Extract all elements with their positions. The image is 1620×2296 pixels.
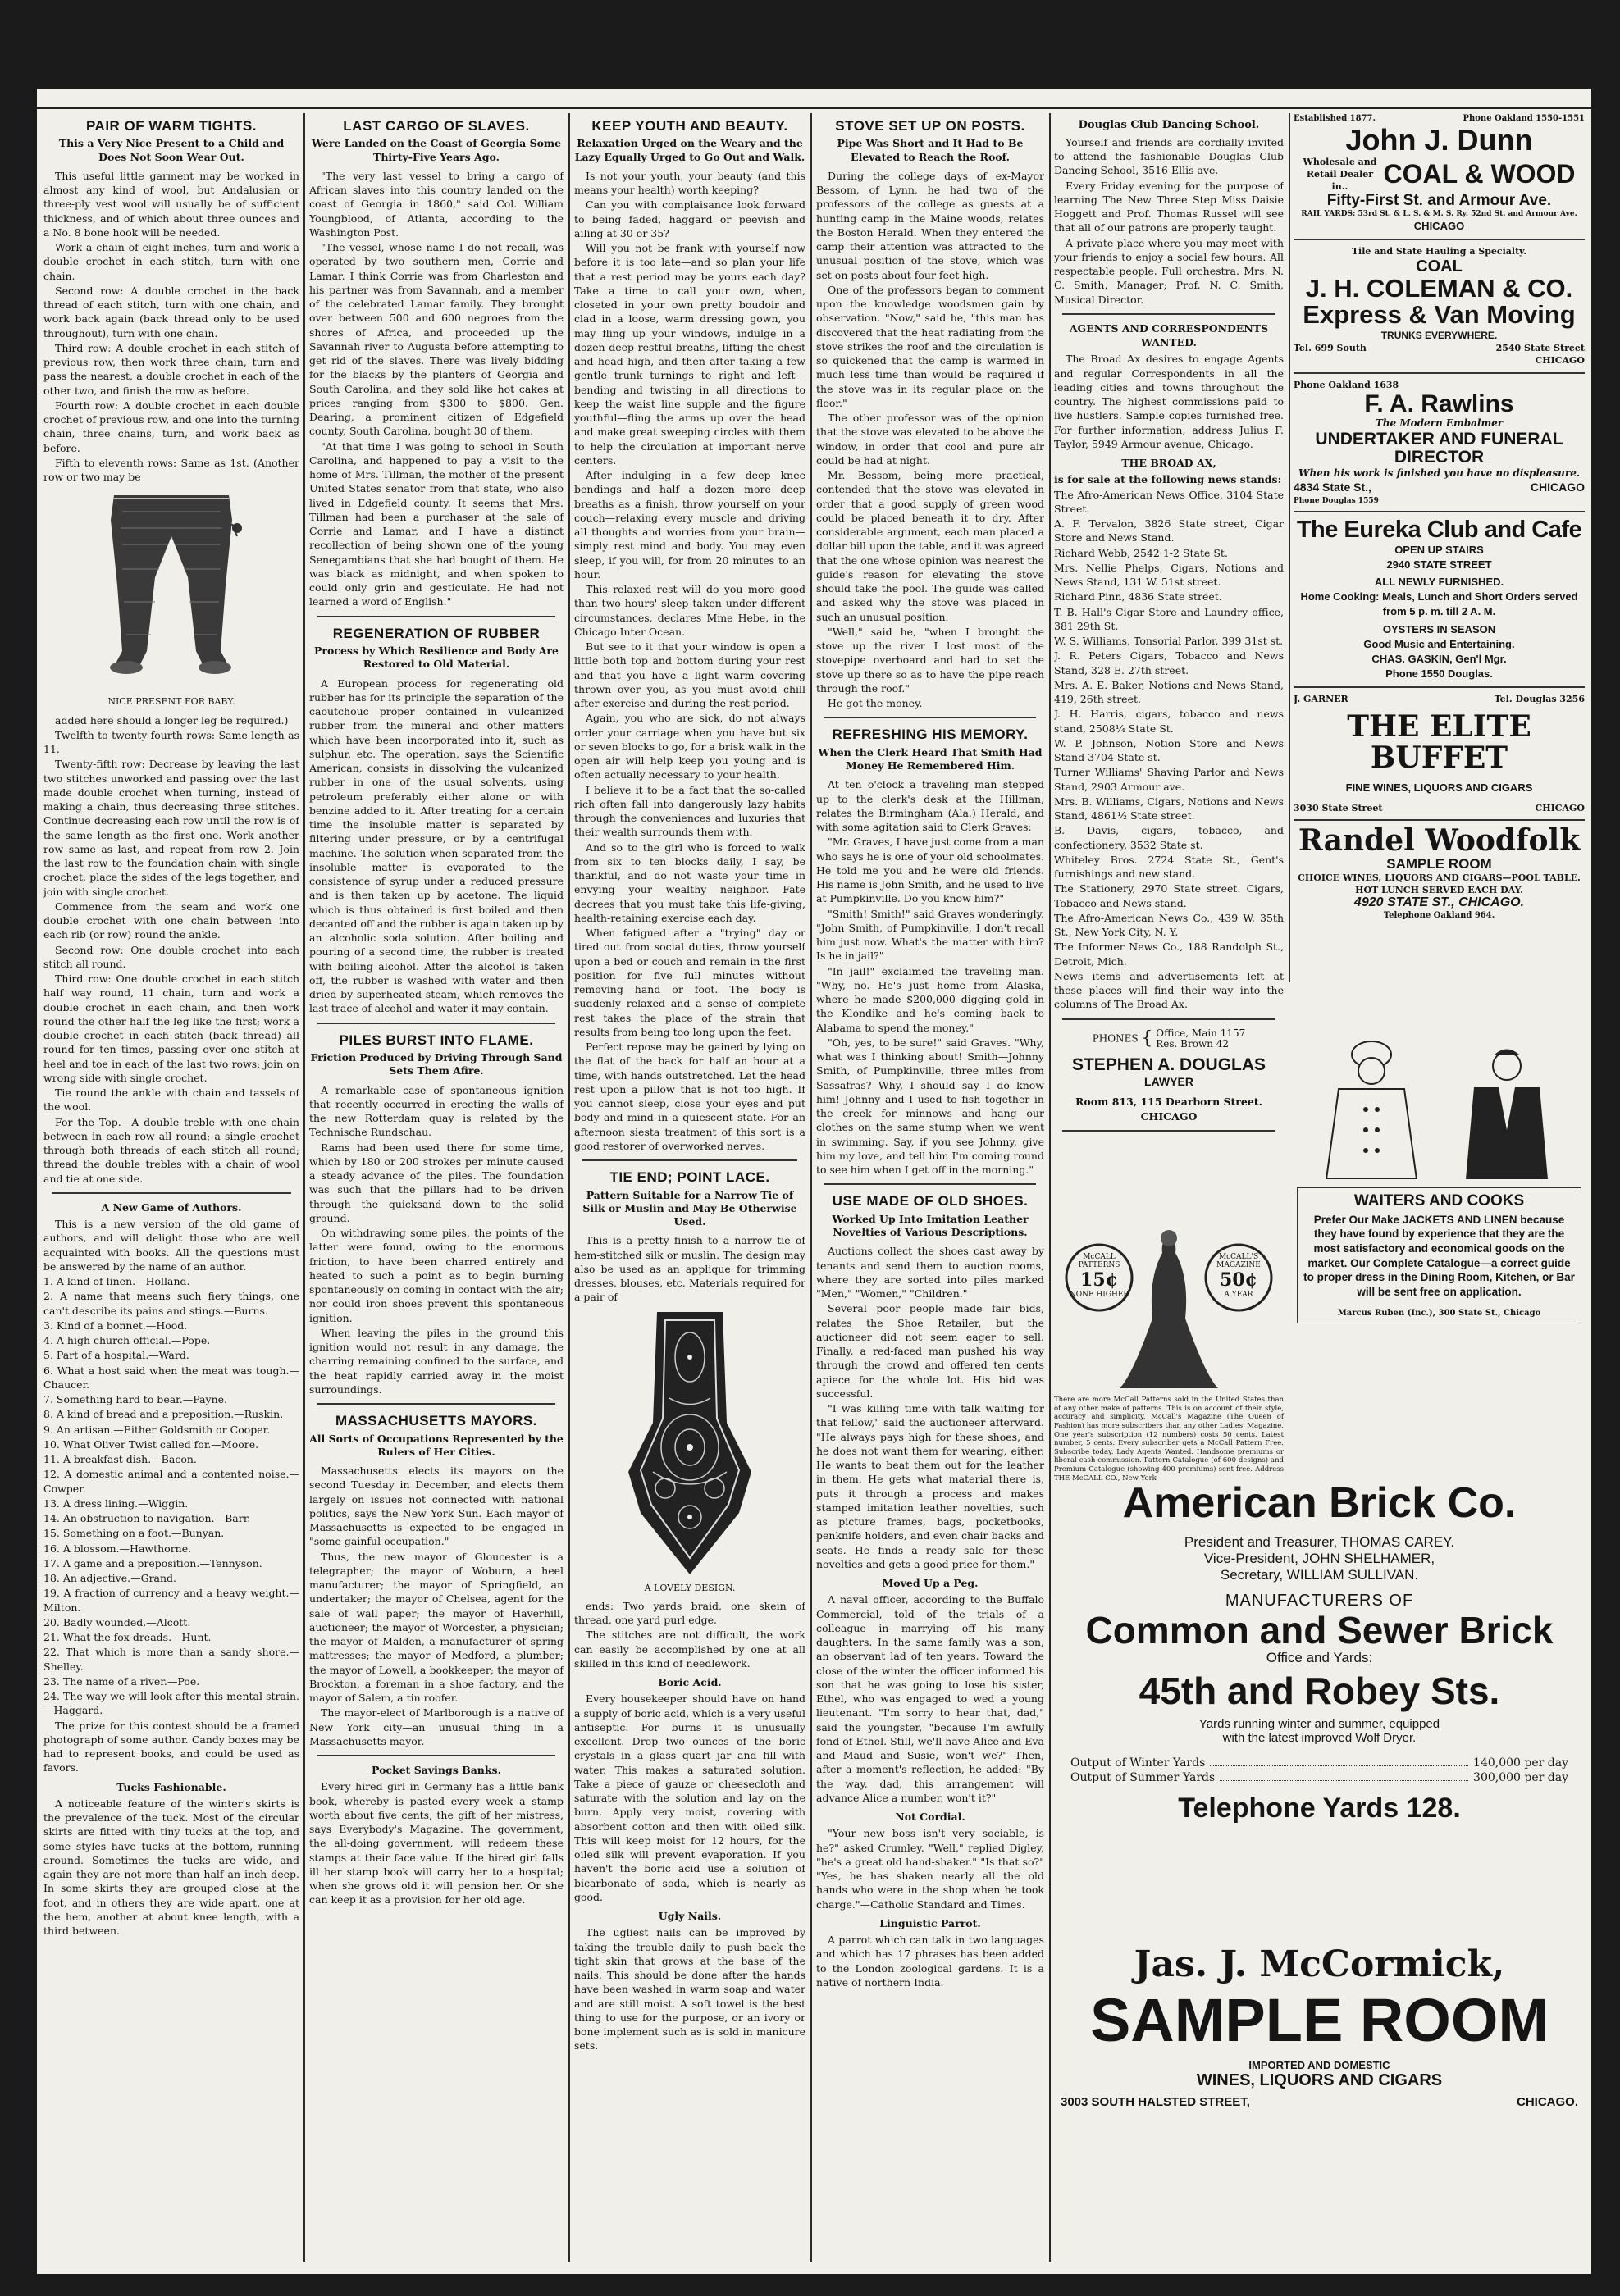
article-subtitle: Pattern Suitable for a Narrow Tie of Silk or Muslin and May Be Otherwise Used. — [582, 1188, 797, 1228]
paragraph: Fifth to eleventh rows: Same as 1st. (Another row or two may be — [43, 456, 299, 484]
paragraph: He got the money. — [828, 697, 923, 710]
game-item: 12. A domestic animal and a contented noise.—Cowper. — [43, 1468, 299, 1495]
game-item: 8. A kind of bread and a preposition.—Ruskin. — [43, 1408, 284, 1421]
divider — [582, 1159, 797, 1161]
paragraph: And so to the girl who is forced to walk from six to ten blocks daily, I say, be thankful, and do not waste your time in envying your wealthy neighbor. Fate decrees that you must take this life-giving, health-retaining exercise each day. — [574, 840, 805, 924]
game-item: 11. A breakfast dish.—Bacon. — [43, 1453, 197, 1466]
brick-address: 45th and Robey Sts. — [1139, 1669, 1500, 1712]
game-item: 7. Something hard to bear.—Payne. — [43, 1393, 228, 1406]
stands-list — [1054, 488, 1284, 1012]
brick-office: Office and Yards: — [1266, 1649, 1373, 1665]
game-intro: This is a new version of the old game of authors, and will delight those who are well acquainted with books. All the questions must be answered by the name of an author. — [43, 1218, 299, 1273]
game-item: 23. The name of a river.—Poe. — [43, 1674, 200, 1688]
coleman-trunks: TRUNKS EVERYWHERE. — [1380, 329, 1498, 341]
rawlins-row — [1294, 480, 1585, 495]
paragraph: A private place where you may meet with your friends to enjoy a social few hours. All respectable people. Full orchestra. Mrs. N. C. Smith, Manager; Prof. N. C. Smith, Musical Director. — [1054, 236, 1284, 306]
stand-item: T. B. Hall's Cigar Store and Laundry office, 381 29th St. — [1054, 605, 1284, 632]
divider — [824, 717, 1036, 718]
elite-city: CHICAGO — [1535, 802, 1585, 813]
mccormick-ad — [1054, 1943, 1585, 2274]
article-title: KEEP YOUTH AND BEAUTY. — [591, 118, 788, 134]
game-item: 15. Something on a foot.—Bunyan. — [43, 1527, 225, 1540]
stand-item: The Afro-American News Office, 3104 State Street. — [1054, 488, 1284, 515]
column-4 — [816, 113, 1044, 2262]
parrot-text: A parrot which can talk in two languages and which has 17 phrases has been added to the London zoological gardens. It is a native of northern India. — [816, 1934, 1044, 1988]
stand-item: News items and advertisements left at these places will find their way into the columns of The Broad Ax. — [1054, 969, 1284, 1011]
game-list — [43, 1274, 299, 1718]
elite-row — [1294, 802, 1585, 814]
stand-item: Mrs. B. Williams, Cigars, Notions and News Stand, 4861½ State street. — [1054, 795, 1284, 822]
column-2 — [309, 113, 564, 2262]
paragraph: Commence from the seam and work one double crochet with one chain between into each rib (or row) round the ankle. — [43, 900, 299, 941]
brick-note-1: Yards running winter and summer, equipped — [1198, 1717, 1440, 1732]
paragraph: "The very last vessel to bring a cargo of African slaves into this country landed on the coast of Georgia in 1860," said Col. William Youngblood, of Atlanta, according to the Washington Post. — [309, 169, 564, 239]
eureka-oysters: OYSTERS IN SEASON — [1382, 623, 1496, 636]
divider — [52, 1192, 291, 1194]
rawlins-undertaker: UNDERTAKER AND FUNERAL DIRECTOR — [1315, 429, 1563, 467]
paragraph: One of the professors began to comment upon the knowledge woodsmen gain by observation. "Now," said he, "this man has discovered that the heat radiating from the stove strikes the roof and the circulation is so quickened that the camp is warmed in much less time than would be required if the stove was in its regular place on the floor." — [816, 283, 1044, 409]
mccormick-row — [1061, 2095, 1578, 2109]
section-title: THE BROAD AX, — [1121, 457, 1216, 470]
game-item: 9. An artisan.—Either Goldsmith or Cooper. — [43, 1423, 271, 1436]
article-body — [309, 169, 564, 609]
paragraph: Will you not be frank with yourself now before it is too late—and so plan your life that a rest period may be yours each day? Take a time to call your own, when, closeted in your own pretty boudoir and clad in a loose, warm dressing gown, you may fling up your windows, indulge in a dozen deep restful breaths, lifting the chest and head high, and then after taking a few gentle trunk turnings to right and left—bending and twisting in all directions to keep the waist line supple and the figure youthful—fling the arms up over the head and make great sweeping circles with them to help the circulation at important nerve centers. — [574, 242, 805, 467]
stand-item: J. R. Peters Cigars, Tobacco and News Stand, 328 E. 27th street. — [1054, 649, 1284, 676]
article-body — [816, 777, 1044, 1177]
eureka-music: Good Music and Entertaining. — [1363, 638, 1515, 651]
paragraph: Can you with complaisance look forward to being faded, haggard or peevish and ailing at 30 or 35? — [574, 198, 805, 239]
phone-res: Res. Brown 42 — [1156, 1037, 1230, 1050]
eureka-addr: 2940 STATE STREET — [1386, 558, 1492, 571]
mccormick-sub2: WINES, LIQUORS AND CIGARS — [1196, 2070, 1443, 2089]
article-title: PAIR OF WARM TIGHTS. — [85, 118, 257, 134]
eureka-text: Home Cooking: Meals, Lunch and Short Orders served from 5 p. m. till 2 A. M. — [1300, 590, 1578, 618]
stand-item: Mrs. A. E. Baker, Notions and News Stand, 419, 26th street. — [1054, 678, 1284, 706]
column-6 — [1294, 113, 1585, 1032]
mccormick-sub1: IMPORTED AND DOMESTIC — [1248, 2058, 1390, 2071]
section-title: Boric Acid. — [658, 1676, 722, 1689]
divider — [1062, 313, 1275, 315]
paragraph: The mayor-elect of Marlborough is a native of New York city—an unusual thing in a Massachusetts mayor. — [309, 1706, 564, 1747]
eureka-furnished: ALL NEWLY FURNISHED. — [1374, 576, 1504, 589]
coleman-city: CHICAGO — [1535, 355, 1585, 367]
paragraph: On withdrawing some piles, the points of the latter were found, owing to the enormous friction, to have been charred entirely and heated to such a point as to begin burning spontaneously on coming in contact with the air; nor could iron shoes prevent this spontaneous ignition. — [309, 1227, 564, 1324]
paragraph: "At that time I was going to school in South Carolina, and happened to pay a visit to the home of Mrs. Tillman, the mother of the present United States senator from that state, who also lived in Edgefield county. It seems that Mrs. Tillman had been a purchaser at the sale of Corrie and Lamar, and I have a distinct recollection of being shown one of the young Senegambians that she had bought of them. He was black as midnight, and when spoken to could only grin and gesticulate. He had not learned a word of English." — [309, 440, 564, 608]
woodfolk-text: CHOICE WINES, LIQUORS AND CIGARS—POOL TABLE. HOT LUNCH SERVED EACH DAY. — [1298, 872, 1581, 895]
paragraph: "The vessel, whose name I do not recall, was operated by two southern men, Corrie and Lamar. I think Corrie was from Charleston and his partner was from Savannah, and a member of the celebrated Lamar family. They brought over between 500 and 600 negroes from the shores of Africa, and proceeded up the Savannah river to Augusta before attempting to get rid of the slaves. There was lively bidding for the blacks by the planters of Georgia and South Carolina, and they sold like hot cakes at prices ranging from $300 to $800. Gen. Dearing, a prominent citizen of Edgefield county, South Carolina, bought 30 of them. — [309, 241, 564, 438]
divider — [317, 1023, 555, 1024]
stand-item: Whiteley Bros. 2724 State St., Gent's furnishings and new stand. — [1054, 853, 1284, 881]
article-subtitle: Process by Which Resilience and Body Are Restored to Old Material. — [314, 645, 559, 671]
paragraph: This useful little garment may be worked in almost any kind of wool, but Andalusian or three-ply vest wool will usually be of sufficient thickness, and of which about three ounces and a No. 8 bone hook will be needed. — [43, 169, 299, 239]
rawlins-name: F. A. Rawlins — [1364, 390, 1514, 417]
dunn-est: Established 1877. — [1294, 114, 1376, 123]
stand-item: The Informer News Co., 188 Randolph St., Detroit, Mich. — [1054, 941, 1284, 968]
article-title: USE MADE OF OLD SHOES. — [832, 1193, 1029, 1210]
peg-text: A naval officer, according to the Buffalo Commercial, told of the trials of a colleague in marrying off his many daughters. In the same family was a son, an observant lad of ten years. Toward the close of the winter the officer informed his son that he was going to lose his sister, Ethel, who was engaged to wed a young lieutenant. "I'm sorry to hear that, dad," said the youngster, "because I'm awfully fond of Ethel. Still, we'll have Alice and Eva and Maud and Susie, won't we?" Then, after a moment's reflection, he added: "By the way, dad, this arrangement will advance Alice a number, won't it?" — [816, 1593, 1044, 1804]
article-body — [43, 169, 299, 485]
dunn-yards: RAIL YARDS: 53rd St. & L. S. & M. S. Ry. 52nd St. and Armour Ave. — [1301, 210, 1577, 219]
banks-text: Every hired girl in Germany has a little bank book, whereby is pasted every week a stamp worth about five cents, the gift of her mistress, says Everybody's Magazine. The government, the all-doing government, will redeem these stamps at their face value. If the hired girl falls ill her stamp book will carry her to a hospital; when she grows old it will pension her. Or she can keep it as a provision for her old age. — [309, 1780, 564, 1906]
article-subtitle: Friction Produced by Driving Through Sand Sets Them Afire. — [310, 1051, 563, 1077]
cordial-text: "Your new boss isn't very sociable, is he?" asked Crumley. "Well," replied Digley, "he's a great old hand-shaker." "Is that so?" "Yes, he has shaken nearly all the old hands who were in the shop when he took charge."—Catholic Standard and Times. — [816, 1827, 1044, 1911]
lawyer-name: STEPHEN A. DOUGLAS — [1071, 1055, 1266, 1075]
paragraph: Auctions collect the shoes cast away by tenants and send them to auction rooms, where they are sorted into piles marked "Men," "Women," "Children." — [816, 1245, 1044, 1301]
article-subtitle: When the Clerk Heard That Smith Had Money He Remembered Him. — [818, 745, 1043, 772]
badge-sub: A YEAR — [1224, 1291, 1253, 1299]
elite-top — [1294, 693, 1585, 705]
dance-body — [1054, 135, 1284, 307]
output-summer-value: 300,000 per day — [1473, 1771, 1568, 1785]
game-item: 3. Kind of a bonnet.—Hood. — [43, 1319, 188, 1332]
brick-manufacturers: MANUFACTURERS OF — [1225, 1591, 1414, 1610]
broadax-intro: is for sale at the following news stands: — [1054, 473, 1282, 486]
paragraph: But see to it that your window is open a little both top and bottom during your rest and that you have a light warm covering thrown over you, as you must avoid chill after exercise and during the rest period. — [574, 640, 805, 710]
game-item: 13. A dress lining.—Wiggin. — [43, 1496, 189, 1510]
brick-ad — [1054, 1474, 1585, 1934]
game-item: 24. The way we will look after this mental strain.—Haggard. — [43, 1690, 299, 1717]
output-winter-label: Output of Winter Yards — [1070, 1756, 1206, 1770]
divider — [824, 1183, 1036, 1185]
column-rule — [303, 113, 305, 2262]
divider — [1062, 1130, 1275, 1132]
dunn-desc: Wholesale and Retail Dealer in.. — [1303, 156, 1377, 192]
divider — [1294, 372, 1585, 374]
lawyer-title: LAWYER — [1144, 1075, 1193, 1089]
article-title: STOVE SET UP ON POSTS. — [835, 118, 1025, 134]
coleman-tel: Tel. 699 South — [1294, 343, 1367, 354]
stand-item: Turner Williams' Shaving Parlor and News Stand, 2903 Armour ave. — [1054, 766, 1284, 793]
column-3 — [574, 113, 805, 2262]
brick-output-summer — [1070, 1771, 1568, 1784]
top-rule — [37, 107, 1591, 109]
article-subtitle: Pipe Was Short and It Had to Be Elevated to Reach the Roof. — [837, 137, 1024, 163]
article-title: LAST CARGO OF SLAVES. — [343, 118, 530, 134]
elite-owner: J. GARNER — [1294, 694, 1348, 704]
badge-price: 15¢ — [1080, 1269, 1118, 1291]
paragraph: Fourth row: A double crochet in each double crochet of previous row, and one into the turning chain, three chains, turn, and work back as before. — [43, 399, 299, 454]
paragraph: Third row: One double crochet in each stitch half way round, 11 chain, turn and work a double crochet in each chain, and then work round the other half the leg like the first; work a double crochet in each stitch (back thread) all round for ten times, passing over one stitch at heel and toe in each of the last two rows; join on wrong side with single crochet. — [43, 973, 299, 1084]
section-title: Not Cordial. — [895, 1811, 965, 1824]
paragraph: "Mr. Graves, I have just come from a man who says he is one of your old schoolmates. He told me you and he were old friends. His name is John Smith, and he used to live at Pumpkinville. Do you know him?" — [816, 836, 1044, 905]
paragraph: Thus, the new mayor of Gloucester is a telegrapher; the mayor of Woburn, a heel manufacturer; the mayor of Springfield, an undertaker; the mayor of Chelsea, agent for the sale of wall paper; the mayor of Haverhill, auctioneer; the mayor of Worcester, a physician; the mayor of Malden, a manufacturer of spring mattresses; the mayor of Medford, a plumber; the mayor of Lowell, a bookkeeper; the mayor of Brockton, a foreman in a shoe factory, and the mayor of Salem, a tin roofer. — [309, 1550, 564, 1705]
badge-sub: NONE HIGHER — [1069, 1291, 1129, 1299]
elite-sub: FINE WINES, LIQUORS AND CIGARS — [1345, 781, 1533, 794]
stand-item: Richard Webb, 2542 1-2 State St. — [1054, 546, 1228, 559]
figure-caption: A LOVELY DESIGN. — [644, 1582, 736, 1593]
brick-officer-2: Vice-President, JOHN SHELHAMER, — [1203, 1550, 1435, 1566]
dunn-row — [1294, 156, 1585, 194]
eureka-open: OPEN UP STAIRS — [1394, 543, 1484, 556]
article-title: TIE END; POINT LACE. — [609, 1169, 770, 1186]
article-body-cont — [43, 713, 299, 1186]
paragraph: When fatigued after a "trying" day or tired out from social duties, throw yourself upon a bed or couch and remain in the first position for five full minutes without removing hand or foot. The body is suddenly relaxed and a sense of complete rest takes the place of the strain that results from being too long upon the feet. — [574, 927, 805, 1038]
lace-design-illustration — [620, 1308, 760, 1578]
eureka-mgr: CHAS. GASKIN, Gen'l Mgr. — [1371, 653, 1507, 666]
game-item: 1. A kind of linen.—Holland. — [43, 1275, 190, 1288]
section-title: Tucks Fashionable. — [116, 1780, 226, 1793]
game-outro: The prize for this contest should be a framed photograph of some author. Candy boxes may be had to represent books, and could be used as favors. — [43, 1719, 299, 1774]
stand-item: W. S. Williams, Tonsorial Parlor, 399 31st st. — [1054, 635, 1284, 648]
stand-item: A. F. Tervalon, 3826 State street, Cigar Store and News Stand. — [1054, 517, 1284, 544]
waiters-address: Marcus Ruben (Inc.), 300 State St., Chicago — [1337, 1309, 1541, 1319]
paragraph: After indulging in a few deep knee bendings and half a dozen more deep breaths as a finish, throw yourself on your couch—relaxing every muscle and driving all thoughts and worries from your brain—simply rest mind and body. You may even sleep, if you will, for from 20 minutes to an hour. — [574, 469, 805, 581]
eureka-name: The Eureka Club and Cafe — [1296, 517, 1582, 544]
game-item: 16. A blossom.—Hawthorne. — [43, 1542, 192, 1555]
paragraph: Third row: A double crochet in each stitch of previous row, then work three chain, turn and pass the nearest, a double crochet in each of the other two, and finish the row as before. — [43, 341, 299, 397]
column-rule — [1289, 113, 1290, 982]
paragraph: Rams had been used there for some time, which by 180 or 200 strokes per minute caused a steady advance of the piles. The foundation was such that the pillars had to be driven through the quicksand down to the solid ground. — [309, 1141, 564, 1224]
paragraph: During the college days of ex-Mayor Bessom, of Lynn, he had two of the professors of the college as guests at a hunting camp in the Maine woods, relates the Boston Herald. When they entered the camp their attention was attracted to the unusual position of the stove, which was set on posts about four feet high. — [816, 169, 1044, 281]
article-title: REFRESHING HIS MEMORY. — [832, 727, 1029, 743]
game-item: 2. A name that means such fiery things, one can't describe its pains and stings.—Burns. — [43, 1290, 299, 1317]
paragraph: The stitches are not difficult, the work can easily be accomplished by one at all skilled in this kind of needlework. — [574, 1629, 805, 1670]
paragraph: "Well," said he, "when I brought the stove up the river I lost most of the stovepipe overboard and had to set the stove up there so as to have the pipe reach through the roof." — [816, 625, 1044, 695]
phones-label: PHONES — [1092, 1032, 1139, 1045]
waiters-text: Prefer Our Make JACKETS AND LINEN because they have found by experience that they are the most satisfactory and economical goods on the market. Our Complete Catalogue—a correct guide to proper dress in the Dining Room, Kitchen, or Bar will be sent free on application. — [1303, 1213, 1575, 1298]
section-title: Linguistic Parrot. — [879, 1916, 981, 1929]
article-subtitle: Relaxation Urged on the Weary and the Lazy Equally Urged to Go Out and Walk. — [574, 137, 805, 163]
mccormick-address: 3003 SOUTH HALSTED STREET, — [1061, 2094, 1250, 2109]
paragraph: Twelfth to twenty-fourth rows: Same length as 11. — [43, 728, 299, 756]
divider — [1294, 686, 1585, 688]
column-rule — [810, 113, 812, 2262]
brick-name: American Brick Co. — [1122, 1479, 1517, 1527]
article-subtitle: Were Landed on the Coast of Georgia Some Thirty-Five Years Ago. — [311, 137, 562, 163]
game-item: 5. Part of a hospital.—Ward. — [43, 1349, 189, 1362]
paragraph: Every Friday evening for the purpose of learning The New Three Step Miss Daisie Hoggett and Prof. Thomas Russel will see that all of our patrons are properly taught. — [1054, 179, 1284, 235]
dunn-coal: COAL & WOOD — [1383, 158, 1576, 189]
stand-item: Richard Pinn, 4836 State street. — [1054, 590, 1222, 604]
game-item: 21. What the fox dreads.—Hunt. — [43, 1631, 212, 1644]
paragraph: Yourself and friends are cordially invited to attend the fashionable Douglas Club Dancing School, 3516 Ellis ave. — [1054, 135, 1284, 177]
lawyer-city: CHICAGO — [1140, 1109, 1198, 1123]
output-winter-value: 140,000 per day — [1473, 1756, 1568, 1770]
divider — [317, 1755, 555, 1756]
coleman-addr: 2540 State Street — [1495, 343, 1585, 354]
waiters-illustration — [1294, 1032, 1585, 1179]
paragraph: Perfect repose may be gained by lying on the flat of the back for half an hour at a time, with hands outstretched. Let the head rest upon a pillow that is not too high. If you cannot sleep, close your eyes and put body and mind in a quiescent state. For an afternoon siesta treatment of this sort is a good restorer of overworked nerves. — [574, 1041, 805, 1152]
paragraph: Work a chain of eight inches, turn and work a double crochet in each stitch, turn with one chain. — [43, 241, 299, 282]
eureka-phone: Phone 1550 Douglas. — [1385, 667, 1493, 681]
phone-office: Office, Main 1157 — [1156, 1027, 1246, 1039]
brick-officer-3: Secretary, WILLIAM SULLIVAN. — [1220, 1566, 1419, 1583]
article-body — [309, 1083, 564, 1397]
section-title: AGENTS AND CORRESPONDENTS WANTED. — [1069, 321, 1269, 349]
woodfolk-sample: SAMPLE ROOM — [1386, 855, 1492, 872]
paragraph: When leaving the piles in the ground this ignition would not result in any damage, the charring remaining confined to the surface, and the heat rapidly carried away in the moist surroundings. — [309, 1326, 564, 1396]
mccall-illustration — [1054, 1220, 1284, 1392]
paragraph: The other professor was of the opinion that the stove was elevated to be above the window, in order that cool and pure air could be had at night. — [816, 412, 1044, 467]
paragraph: For the Top.—A double treble with one chain between in each row all round; a single crochet through both threads of each stitch all round; thread the double trebles with a chain of wool and tie at one side. — [43, 1115, 299, 1185]
game-item: 14. An obstruction to navigation.—Barr. — [43, 1512, 251, 1525]
section-title: A New Game of Authors. — [101, 1200, 242, 1214]
boric-text: Every housekeeper should have on hand a supply of boric acid, which is a very useful antiseptic. For burns it is unusually excellent. Drop two ounces of the boric crystals in a glass quart jar and fill with water. This makes a saturated solution. Take a piece of gauze or cheesecloth and saturate with the solution and lay on the burn. Apply very moist, covering with absorbent cotton and then with oiled silk. This will keep moist for 12 hours, for the oiled silk will prevent evaporation. If you haven't the boric acid use a solution of bicarbonate of soda, which is nearly as good. — [574, 1692, 805, 1903]
stand-item: W. P. Johnson, Notion Store and News Stand 3704 State st. — [1054, 736, 1284, 764]
output-summer-label: Output of Summer Yards — [1070, 1771, 1216, 1785]
paragraph: added here should a longer leg be required.) — [55, 713, 289, 727]
column-1 — [43, 113, 299, 2262]
paragraph: Twenty-fifth row: Decrease by leaving the last two stitches unworked and passing over the last made double crochet when turning, instead of making a chain, thus decreasing three stitches. Continue decreasing each row until the row is of the same length as the first one. Work another row same as last, and repeat from row 2. Join the last row to the foundation chain with single crochet, place the sides of the legs together, and join with single crochet. — [43, 758, 299, 898]
article-subtitle: This a Very Nice Present to a Child and Does Not Soon Wear Out. — [58, 137, 285, 163]
paragraph: This relaxed rest will do you more good than two hours' sleep taken under different circumstances, declares Mme Hebe, in the Chicago Inter Ocean. — [574, 583, 805, 638]
dunn-city: CHICAGO — [1413, 220, 1465, 233]
brick-note-2: with the latest improved Wolf Dryer. — [1222, 1731, 1417, 1746]
paragraph: ends: Two yards braid, one skein of thread, one yard purl edge. — [574, 1599, 805, 1627]
paragraph: Is not your youth, your beauty (and this means your health) worth keeping? — [574, 169, 805, 197]
column-rule — [568, 113, 570, 2262]
paragraph: "Smith! Smith!" said Graves wonderingly. "John Smith, of Pumpkinville, I don't recall him just now. What's the matter with him? Is he in jail?" — [816, 907, 1044, 963]
waiters-box — [1297, 1187, 1581, 1323]
paragraph: This is a pretty finish to a narrow tie of hem-stitched silk or muslin. The design may also be used as an applique for trimming dresses, blouses, etc. Materials required for a pair of — [574, 1234, 805, 1304]
paragraph: Second row: A double crochet in the back thread of each stitch, turn with one chain, and work back again (back thread only to be used throughout), turn with one chain. — [43, 284, 299, 339]
game-item: 4. A high church official.—Pope. — [43, 1334, 211, 1347]
section-title: Moved Up a Peg. — [882, 1577, 979, 1590]
rawlins-phone: Phone Oakland 1638 — [1294, 379, 1399, 390]
divider — [317, 1403, 555, 1405]
mccall-badge-1 — [1069, 1253, 1129, 1299]
badge-label: McCALL'S MAGAZINE — [1216, 1253, 1261, 1269]
rawlins-city: CHICAGO — [1530, 481, 1585, 494]
stand-item: Mrs. Nellie Phelps, Cigars, Notions and News Stand, 131 W. 51st street. — [1054, 561, 1284, 589]
newspaper-page — [37, 89, 1591, 2274]
game-item: 22. That which is more than a sandy shore.—Shelley. — [43, 1646, 299, 1673]
game-item: 18. An adjective.—Grand. — [43, 1572, 177, 1585]
game-item: 17. A game and a preposition.—Tennyson. — [43, 1556, 262, 1569]
lawyer-address: Room 813, 115 Dearborn Street. — [1075, 1096, 1262, 1109]
paragraph: "Oh, yes, to be sure!" said Graves. "Why, what was I thinking about! Smith—Johnny Smith, of Pumpkinville, three miles from Sassafras? Why, I should say I do know him! Johnny and I used to fish together in the creek for minnows and hang our clothes on the same stump when we went in swimming. Say, if you see Johnny, give him my love, and tell him I'm coming round to see him when I get off in the morning." — [816, 1036, 1044, 1177]
article-body — [574, 1233, 805, 1304]
badge-price: 50¢ — [1220, 1269, 1257, 1291]
article-subtitle: All Sorts of Occupations Represented by the Rulers of Her Cities. — [309, 1432, 564, 1458]
column-rule — [1049, 113, 1051, 2262]
paragraph: At ten o'clock a traveling man stepped up to the clerk's desk at the Hillman, relates the Birmingham (Ala.) Herald, and with some agitation said to Clerk Graves: — [816, 778, 1044, 834]
coleman-top: Tile and State Hauling a Specialty. — [1351, 246, 1527, 257]
section-title: Ugly Nails. — [658, 1910, 722, 1923]
stand-item: B. Davis, cigars, tobacco, and confectionery, 3532 State st. — [1054, 824, 1284, 851]
rawlins-addr: 4834 State St., — [1294, 481, 1371, 494]
section-title: Douglas Club Dancing School. — [1078, 119, 1260, 131]
coleman-name: J. H. COLEMAN & CO. — [1305, 273, 1573, 303]
paragraph: "In jail!" exclaimed the traveling man. "Why, no. He's just home from Alaska, where he made $200,000 digging gold in the Klondike and he's coming back to Alabama to spend the money." — [816, 964, 1044, 1034]
brick-output-winter — [1070, 1756, 1568, 1770]
paragraph: "I was killing time with talk waiting for that fellow," said the auctioneer afterward. "He always pays high for these shoes, and he does not want them for wearing, either. He wants to beat them out for the leather in them. He gets what material there is, puts it through a process and makes stamped imitation leather novelties, such as picture frames, bags, pocketbooks, penknife holders, and even chair backs and seats. He finds a ready sale for these novelties and gets a good price for them." — [816, 1402, 1044, 1570]
divider — [1294, 239, 1585, 240]
figure-caption: NICE PRESENT FOR BABY. — [107, 696, 235, 708]
woodfolk-name: Randel Woodfolk — [1298, 822, 1581, 858]
woodfolk-phone: Telephone Oakland 964. — [1383, 910, 1495, 920]
paragraph: Mr. Bessom, being more practical, contended that the stove was elevated in order that a good supply of green wood could be placed beneath it to dry. After considerable argument, each man placed a dollar bill upon the table, and it was agreed that the one whose opinion was nearest the guide's reason for elevating the stove should take the pool. The guide was called and asked why the stove was placed in such an unusual position. — [816, 469, 1044, 623]
waiters-ad — [1294, 1032, 1585, 1446]
article-title: PILES BURST INTO FLAME. — [339, 1032, 534, 1048]
article-body — [816, 169, 1044, 711]
article-title: MASSACHUSETTS MAYORS. — [335, 1413, 537, 1429]
divider — [1062, 1018, 1275, 1020]
paragraph: Several poor people made fair bids, relates the Shoe Retailer, but the auctioneer did not seem eager to sell. Finally, a red-faced man pushed his way through the crowd and offered ten cents apiece for the whole lot. His bid was successful. — [816, 1302, 1044, 1400]
rawlins-motto: When his work is finished you have no displeasure. — [1298, 467, 1581, 479]
stand-item: J. H. Harris, cigars, tobacco and news stand, 2508¼ State St. — [1054, 708, 1284, 735]
stand-item: The Stationery, 2970 State street. Cigars, Tobacco and News stand. — [1054, 882, 1284, 909]
article-body — [574, 169, 805, 1153]
woodfolk-addr: 4920 STATE ST., CHICAGO. — [1353, 895, 1525, 909]
mccormick-sample: SAMPLE ROOM — [1089, 1986, 1549, 2055]
article-body — [309, 676, 564, 1016]
article-subtitle: Worked Up Into Imitation Leather Novelties of Various Descriptions. — [832, 1212, 1029, 1239]
article-body — [309, 1464, 564, 1748]
coleman-coal: COAL — [1416, 257, 1463, 276]
dunn-name: John J. Dunn — [1345, 122, 1533, 157]
divider — [1294, 511, 1585, 512]
waiters-title: WAITERS AND COOKS — [1353, 1192, 1525, 1210]
paragraph: A remarkable case of spontaneous ignition that recently occurred in erecting the walls of the new Rotterdam quay is related by the Technische Rundschau. — [309, 1083, 564, 1139]
elite-addr: 3030 State Street — [1294, 802, 1383, 813]
coleman-row — [1294, 342, 1585, 367]
dunn-phone: Phone Oakland 1550-1551 — [1463, 114, 1585, 123]
badge-label: McCALL PATTERNS — [1078, 1253, 1120, 1269]
divider — [317, 616, 555, 617]
rawlins-phone2: Phone Douglas 1559 — [1294, 496, 1379, 505]
elite-name: THE ELITE BUFFET — [1347, 709, 1531, 775]
brick-telephone: Telephone Yards 128. — [1178, 1793, 1461, 1824]
article-title: REGENERATION OF RUBBER — [332, 625, 541, 641]
column-5 — [1054, 113, 1284, 1220]
dunn-address: Fifty-First St. and Armour Ave. — [1326, 192, 1552, 210]
elite-tel: Tel. Douglas 3256 — [1494, 694, 1585, 704]
mccormick-name: Jas. J. McCormick, — [1134, 1943, 1505, 1985]
paragraph: I believe it to be a fact that the so-called rich often fall into dangerously lazy habits through the conveniences and luxuries that their wealth surrounds them with. — [574, 783, 805, 839]
article-body-cont — [574, 1599, 805, 1670]
mccall-badge-2 — [1208, 1253, 1269, 1299]
mccall-ad — [1054, 1220, 1284, 1483]
paragraph: Massachusetts elects its mayors on the second Tuesday in December, and elects them largely on issues not connected with national politics, says the New York Sun. Each mayor of Massachusetts is expected to be engaged in "some gainful occupation." — [309, 1465, 564, 1548]
divider — [1294, 819, 1585, 821]
game-item: 19. A fraction of currency and a heavy weight.—Milton. — [43, 1587, 299, 1614]
paragraph: Again, you who are sick, do not always order your carriage when you have but six or seven blocks to go, for a brisk walk in the open air will help keep you young and is often actually necessary to your health. — [574, 712, 805, 781]
section-title: Pocket Savings Banks. — [372, 1764, 501, 1777]
tights-illustration — [81, 487, 262, 692]
game-item: 10. What Oliver Twist called for.—Moore. — [43, 1437, 259, 1451]
paragraph: Tie round the ankle with chain and tassels of the wool. — [43, 1086, 299, 1114]
phones-block: PHONES { Office, Main 1157 Res. Brown 42 — [1092, 1027, 1246, 1050]
paragraph: A European process for regenerating old rubber has for its principle the separation of the caoutchouc proper contained in vulcanized rubber from the mineral and other matters which have been incorporated into it, such as sulphur, etc. The operation, says the Scientific American, consists in dissolving the vulcanized rubber in one of the usual solvents, using petroleum preferably either alone or with benzine added to it. After treating for a certain time the insoluble matter is separated by filtering under pressure, or by a centrifugal machine. The solution when separated from the insoluble matter is evaporated to the consistence of syrup under a reduced pressure and is then taken up by acetone. The liquid which is thus obtained is first boiled and then decanted off and the rubber is again taken up by an alcoholic soda solution. After boiling and pouring of a second time, the rubber is treated with boiling alcohol. After the alcohol is taken off, the rubber is washed with water and then dried by superheated steam, which removes the last trace of alcohol and water it may contain. — [309, 676, 564, 1015]
stand-item: The Afro-American News Co., 439 W. 35th St., New York City, N. Y. — [1054, 911, 1284, 939]
tucks-text: A noticeable feature of the winter's skirts is the prevalence of the tuck. Most of the circular skirts are fitted with tiny tucks at the top, and some styles have tucks at the bottom, running around. Sometimes the tucks are wide, and again they are not more than half an inch deep. In some skirts they are grouped close at the foot, and in others they are wide apart, one at the hem, another at about knee length, with a third between. — [43, 1797, 299, 1938]
coleman-express: Express & Van Moving — [1303, 300, 1576, 330]
game-item: 6. What a host said when the meat was tough.—Chaucer. — [43, 1364, 299, 1391]
nails-text: The ugliest nails can be improved by taking the trouble daily to push back the tight skin that grows at the base of the nails. This should be done after the hands have been washed in warm soap and water and are still moist. A soft towel is the best thing to use for the purpose, or an ivory or bone implement such as is sold in manicure sets. — [574, 1926, 805, 2052]
game-item: 20. Badly wounded.—Alcott. — [43, 1615, 191, 1629]
article-body — [816, 1244, 1044, 1571]
mccormick-city: CHICAGO. — [1517, 2094, 1578, 2109]
brick-officer-1: President and Treasurer, THOMAS CAREY. — [1184, 1533, 1455, 1550]
rawlins-sub: The Modern Embalmer — [1375, 417, 1504, 430]
paragraph: Second row: One double crochet into each stitch all round. — [43, 943, 299, 970]
mccall-text: There are more McCall Patterns sold in the United States than of any other make of patterns. This is on account of their style, accuracy and simplicity. McCall's Magazine (The Queen of Fashion) has more subscribers than any other Ladies' Magazine. One year's subscription (12 numbers) costs 50 cents. Latest number, 5 cents. Every subscriber gets a McCall Pattern Free. Subscribe today. Lady Agents Wanted. Handsome premiums or liberal cash commission. Pattern Catalogue (of 600 designs) and Premium Catalogue (showing 400 premiums) sent free. Address THE McCALL CO., New York — [1054, 1396, 1284, 1483]
brick-product: Common and Sewer Brick — [1085, 1608, 1554, 1651]
agents-text: The Broad Ax desires to engage Agents and regular Correspondents in all the leading cities and towns throughout the country. The highest commissions paid to live hustlers. Sample copies furnished free. For further information, address Julius F. Taylor, 5949 Armour avenue, Chicago. — [1054, 353, 1284, 450]
